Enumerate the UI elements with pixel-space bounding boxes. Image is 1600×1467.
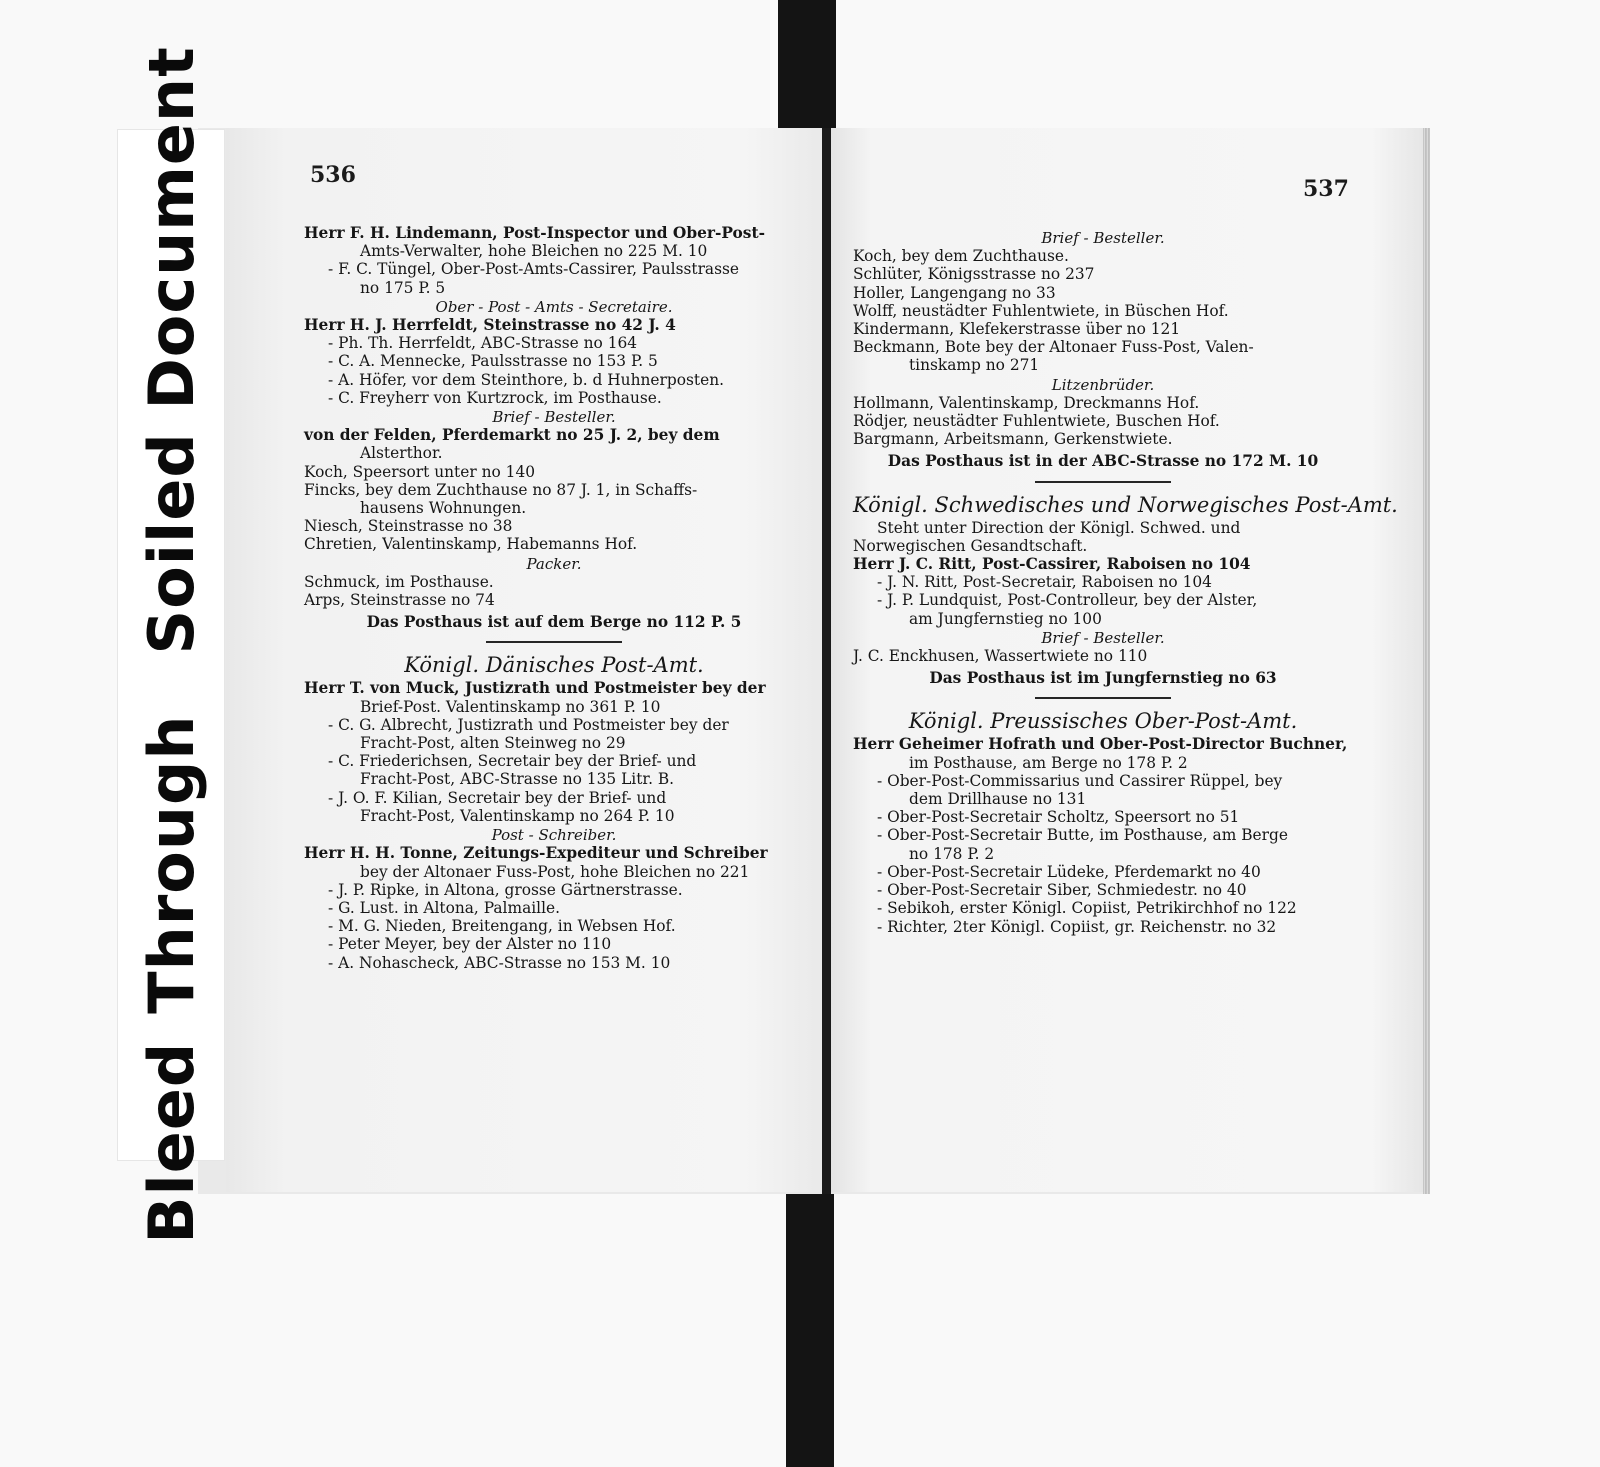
directory-entry: - Peter Meyer, bey der Alster no 110 (328, 935, 612, 954)
directory-entry: Kindermann, Klefekerstrasse über no 121 (853, 320, 1181, 339)
directory-entry: - M. G. Nieden, Breitengang, in Websen Hof. (328, 917, 676, 936)
directory-entry: - Ober-Post-Secretair Lüdeke, Pferdemarkt no 40 (877, 862, 1261, 881)
directory-entry: Rödjer, neustädter Fuhlentwiete, Buschen Hof. (853, 412, 1220, 431)
subsection-heading: Packer. (526, 554, 582, 573)
directory-entry: Herr Geheimer Hofrath und Ober-Post-Director Buchner, (853, 735, 1348, 754)
directory-entry: - F. C. Tüngel, Ober-Post-Amts-Cassirer, Paulsstrasse (328, 260, 740, 279)
directory-entry: - A. Höfer, vor dem Steinthore, b. d Huhnerposten. (328, 370, 724, 389)
directory-entry: - C. A. Mennecke, Paulsstrasse no 153 P. 5 (328, 352, 658, 371)
entry-continuation: Amts-Verwalter, hohe Bleichen no 225 M. 10 (360, 242, 708, 261)
directory-entry: - Ober-Post-Secretair Butte, im Posthause, am Berge (877, 826, 1288, 845)
subsection-heading: Ober - Post - Amts - Secretaire. (435, 297, 673, 316)
directory-entry: - C. Freyherr von Kurtzrock, im Posthause. (328, 388, 662, 407)
page-edge (1423, 128, 1430, 1194)
section-title: Königl. Dänisches Post-Amt. (404, 653, 704, 678)
directory-entry: Niesch, Steinstrasse no 38 (304, 517, 513, 536)
directory-entry: Chretien, Valentinskamp, Habemanns Hof. (304, 535, 638, 554)
posthaus-address-line: Das Posthaus ist auf dem Berge no 112 P. 5 (366, 613, 742, 632)
directory-entry: Koch, bey dem Zuchthause. (853, 247, 1069, 266)
entry-continuation: no 175 P. 5 (360, 278, 446, 297)
directory-entry: - Ober-Post-Secretair Scholtz, Speersort no 51 (877, 808, 1240, 827)
directory-entry: Bargmann, Arbeitsmann, Gerkenstwiete. (853, 430, 1173, 449)
book-gutter (822, 128, 831, 1194)
entry-continuation: Fracht-Post, Valentinskamp no 264 P. 10 (360, 806, 675, 825)
subsection-heading: Litzenbrüder. (1051, 375, 1155, 394)
directory-entry: - Sebikoh, erster Königl. Copiist, Petrikirchhof no 122 (877, 899, 1297, 918)
directory-entry: - A. Nohascheck, ABC-Strasse no 153 M. 10 (328, 953, 671, 972)
directory-entry: Beckmann, Bote bey der Altonaer Fuss-Post, Valen- (853, 338, 1254, 357)
directory-entry: Herr T. von Muck, Justizrath und Postmeister bey der (304, 679, 766, 698)
directory-entry: - Ober-Post-Commissarius und Cassirer Rüppel, bey (877, 771, 1283, 790)
stamp-word-bleed: Bleed (134, 1041, 208, 1244)
directory-entry: - G. Lust. in Altona, Palmaille. (328, 898, 561, 917)
directory-entry: - C. Friederichsen, Secretair bey der Brief- und (328, 752, 697, 771)
entry-continuation: Brief-Post. Valentinskamp no 361 P. 10 (360, 697, 661, 716)
left-page (226, 128, 822, 1192)
posthaus-address-line: Das Posthaus ist im Jungfernstieg no 63 (929, 669, 1277, 688)
section-divider (486, 641, 622, 643)
stamp-word-soiled-document: Soiled Document (134, 46, 208, 655)
directory-entry: - C. G. Albrecht, Justizrath und Postmeister bey der (328, 715, 729, 734)
stamp-word-through: Through (134, 714, 208, 1014)
directory-entry: Holler, Langengang no 33 (853, 283, 1056, 302)
directory-entry: Wolff, neustädter Fuhlentwiete, in Büschen Hof. (853, 301, 1229, 320)
directory-entry: Koch, Speersort unter no 140 (304, 462, 536, 481)
directory-entry: Herr H. H. Tonne, Zeitungs-Expediteur und Schreiber (304, 844, 768, 863)
directory-entry: J. C. Enckhusen, Wassertwiete no 110 (853, 647, 1148, 666)
section-divider (1035, 697, 1171, 699)
directory-entry: Fincks, bey dem Zuchthause no 87 J. 1, in Schaffs- (304, 480, 698, 499)
entry-continuation: im Posthause, am Berge no 178 P. 2 (909, 753, 1188, 772)
right-page (831, 128, 1423, 1192)
section-divider (1035, 481, 1171, 483)
entry-continuation: no 178 P. 2 (909, 844, 995, 863)
entry-continuation: am Jungfernstieg no 100 (909, 609, 1102, 628)
posthaus-address-line: Das Posthaus ist in der ABC-Strasse no 172 M. 10 (887, 452, 1319, 471)
directory-entry: Herr F. H. Lindemann, Post-Inspector und Ober-Post- (304, 224, 765, 242)
directory-entry: Schlüter, Königsstrasse no 237 (853, 265, 1095, 284)
directory-entry: Arps, Steinstrasse no 74 (304, 591, 495, 610)
entry-continuation: Fracht-Post, ABC-Strasse no 135 Litr. B. (360, 770, 675, 789)
left-page-text (304, 224, 804, 972)
directory-entry: Steht unter Direction der Königl. Schwed. und (877, 518, 1241, 537)
entry-continuation: bey der Altonaer Fuss-Post, hohe Bleichen no 221 (360, 862, 750, 881)
subsection-heading: Brief - Besteller. (1041, 628, 1165, 647)
directory-entry: - J. O. F. Kilian, Secretair bey der Brief- und (328, 788, 667, 807)
directory-entry: Herr J. C. Ritt, Post-Cassirer, Raboisen no 104 (853, 555, 1251, 574)
directory-entry: Herr H. J. Herrfeldt, Steinstrasse no 42 J. 4 (304, 316, 676, 335)
directory-entry: von der Felden, Pferdemarkt no 25 J. 2, bey dem (304, 426, 720, 445)
page-number-right: 537 (1303, 176, 1349, 202)
subsection-heading: Post - Schreiber. (491, 826, 617, 845)
stamp-text (123, 46, 219, 1244)
directory-entry: - Richter, 2ter Königl. Copiist, gr. Reichenstr. no 32 (877, 917, 1277, 936)
directory-entry: - J. P. Lundquist, Post-Controlleur, bey der Alster, (877, 591, 1258, 610)
entry-continuation: Alsterthor. (360, 444, 443, 463)
entry-continuation: tinskamp no 271 (909, 356, 1040, 375)
directory-entry: - J. P. Ripke, in Altona, grosse Gärtnerstrasse. (328, 880, 683, 899)
section-title: Königl. Preussisches Ober-Post-Amt. (908, 709, 1298, 734)
directory-entry: - Ober-Post-Secretair Siber, Schmiedestr. no 40 (877, 881, 1247, 900)
book-spread (198, 128, 1430, 1194)
entry-continuation: Fracht-Post, alten Steinweg no 29 (360, 734, 626, 753)
directory-entry: - J. N. Ritt, Post-Secretair, Raboisen no 104 (877, 573, 1212, 592)
subsection-heading: Brief - Besteller. (492, 408, 616, 427)
page-number-left: 536 (310, 162, 356, 188)
binding-strap-bottom (786, 1190, 834, 1467)
directory-entry: Norwegischen Gesandtschaft. (853, 536, 1088, 555)
subsection-heading: Brief - Besteller. (1041, 229, 1165, 247)
entry-continuation: dem Drillhause no 131 (909, 790, 1087, 809)
directory-entry: - Ph. Th. Herrfeldt, ABC-Strasse no 164 (328, 334, 638, 353)
directory-entry: Schmuck, im Posthause. (304, 572, 494, 591)
binding-strap-top (778, 0, 836, 136)
entry-continuation: hausens Wohnungen. (360, 499, 527, 518)
bleed-through-stamp (118, 46, 224, 1244)
section-title: Königl. Schwedisches und Norwegisches Post-Amt. (853, 492, 1398, 517)
right-page-text (853, 228, 1398, 936)
directory-entry: Hollmann, Valentinskamp, Dreckmanns Hof. (853, 393, 1200, 412)
